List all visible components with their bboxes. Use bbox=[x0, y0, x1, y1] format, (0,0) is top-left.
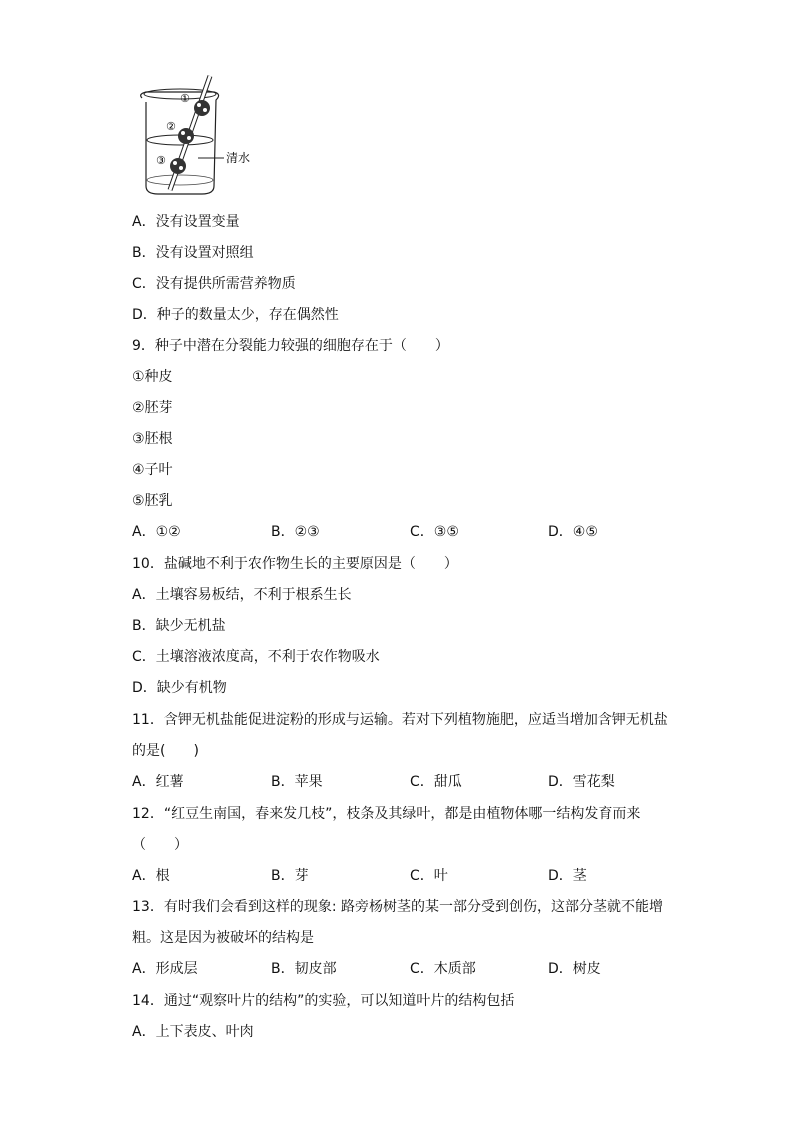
seed-beaker-figure bbox=[136, 72, 266, 198]
q12-option-c: C．叶 bbox=[410, 868, 448, 884]
q13-option-a: A．形成层 bbox=[132, 961, 198, 977]
q11-option-c: C．甜瓜 bbox=[410, 774, 462, 790]
q13-stem-line1: 13．有时我们会看到这样的现象: 路旁杨树茎的某一部分受到创伤，这部分茎就不能增 bbox=[132, 899, 663, 915]
seed-3 bbox=[170, 158, 186, 174]
q8-option-c: C．没有提供所需营养物质 bbox=[132, 276, 296, 292]
q11-stem-line2: 的是( ) bbox=[132, 743, 199, 759]
q10-stem: 10．盐碱地不利于农作物生长的主要原因是（ ） bbox=[132, 556, 458, 572]
q8-option-d: D．种子的数量太少，存在偶然性 bbox=[132, 307, 339, 323]
q9-option-a: A．①② bbox=[132, 524, 181, 540]
q14-option-a: A．上下表皮、叶肉 bbox=[132, 1024, 254, 1040]
q8-option-a: A．没有设置变量 bbox=[132, 214, 240, 230]
q9-stem: 9．种子中潜在分裂能力较强的细胞存在于（ ） bbox=[132, 338, 449, 354]
q10-option-b: B．缺少无机盐 bbox=[132, 618, 226, 634]
q9-item-2: ②胚芽 bbox=[132, 400, 173, 416]
q10-option-a: A．土壤容易板结，不利于根系生长 bbox=[132, 587, 352, 603]
q13-option-d: D．树皮 bbox=[548, 961, 601, 977]
q11-stem-line1: 11．含钾无机盐能促进淀粉的形成与运输。若对下列植物施肥，应适当增加含钾无机盐 bbox=[132, 712, 668, 728]
q12-option-d: D．茎 bbox=[548, 868, 587, 884]
q11-option-a: A．红薯 bbox=[132, 774, 184, 790]
q12-option-b: B．芽 bbox=[271, 868, 309, 884]
q9-item-1: ①种皮 bbox=[132, 369, 173, 385]
q12-stem-line2: （ ） bbox=[132, 837, 188, 853]
q12-stem-line1: 12．“红豆生南国，春来发几枝”，枝条及其绿叶，都是由植物体哪一结构发育而来 bbox=[132, 806, 641, 822]
water-label: 清水 bbox=[226, 151, 251, 165]
q10-option-c: C．土壤溶液浓度高，不利于农作物吸水 bbox=[132, 649, 380, 665]
q8-option-b: B．没有设置对照组 bbox=[132, 245, 254, 261]
q13-option-c: C．木质部 bbox=[410, 961, 476, 977]
q9-option-b: B．②③ bbox=[271, 524, 320, 540]
q12-option-a: A．根 bbox=[132, 868, 170, 884]
q14-stem: 14．通过“观察叶片的结构”的实验，可以知道叶片的结构包括 bbox=[132, 993, 515, 1009]
q13-stem-line2: 粗。这是因为被破坏的结构是 bbox=[132, 930, 314, 946]
q9-item-4: ④子叶 bbox=[132, 462, 173, 478]
q13-option-b: B．韧皮部 bbox=[271, 961, 337, 977]
seed-2 bbox=[178, 128, 194, 144]
q11-option-b: B．苹果 bbox=[271, 774, 323, 790]
q9-item-5: ⑤胚乳 bbox=[132, 493, 173, 509]
seed-label-3: ③ bbox=[156, 154, 166, 167]
seed-1 bbox=[194, 100, 210, 116]
q10-option-d: D．缺少有机物 bbox=[132, 680, 227, 696]
q9-item-3: ③胚根 bbox=[132, 431, 173, 447]
seed-label-2: ② bbox=[166, 120, 176, 133]
q9-option-c: C．③⑤ bbox=[410, 524, 459, 540]
q9-option-d: D．④⑤ bbox=[548, 524, 598, 540]
q11-option-d: D．雪花梨 bbox=[548, 774, 615, 790]
seed-label-1: ① bbox=[180, 92, 190, 105]
